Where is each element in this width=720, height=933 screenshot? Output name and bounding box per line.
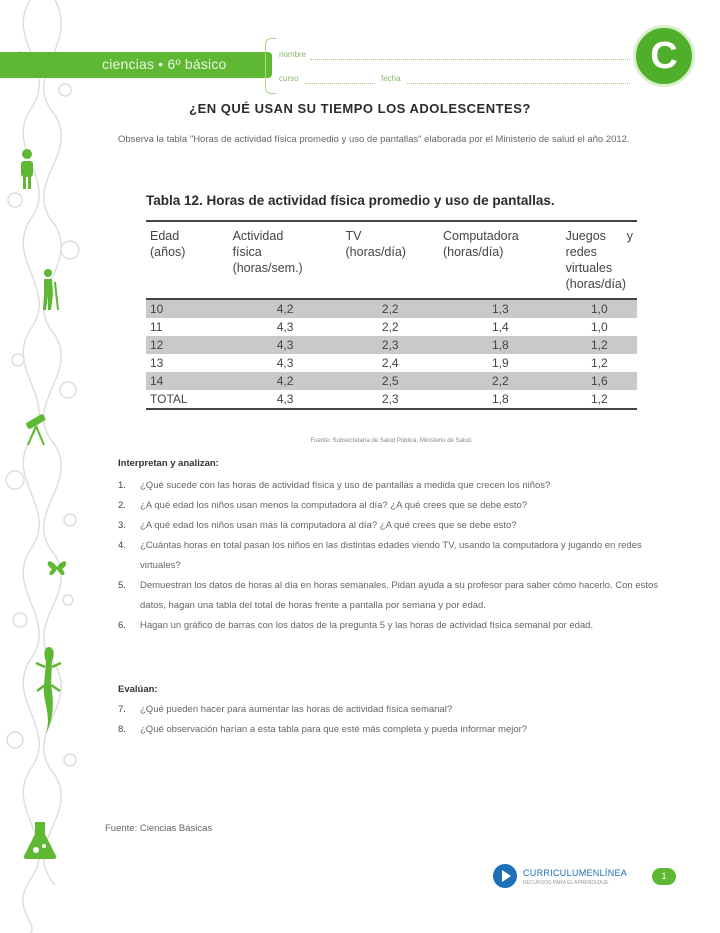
- subject-banner: [0, 52, 272, 78]
- lizard-icon: [34, 645, 64, 735]
- cell-games: 1,0: [590, 320, 608, 334]
- table-row: [146, 299, 637, 318]
- brand-name: CURRICULUMENLÍNEA: [523, 868, 628, 878]
- header-age: Edad (años): [146, 221, 229, 299]
- cell-computer: 1,9: [491, 356, 509, 370]
- list-item: 4. ¿Cuántas horas en total pasan los niños en las distintas edades viendo TV, usando la computadora y jugando en redes virtuales?: [118, 540, 642, 571]
- person-icon: [16, 148, 38, 190]
- name-field[interactable]: [310, 58, 630, 60]
- cell-computer: 1,4: [491, 320, 509, 334]
- course-field-label: curso: [279, 74, 299, 83]
- cell-games: 1,0: [562, 299, 637, 318]
- subject-label: ciencias • 6º básico: [102, 56, 227, 72]
- list-item: 8. ¿Qué observación harían a esta tabla para que esté más completa y pueda informar mejor?: [118, 724, 528, 735]
- cell-computer: 2,2: [439, 372, 562, 390]
- decorative-vine-border: [0, 0, 95, 933]
- cell-tv: 2,2: [342, 299, 439, 318]
- table-row: [146, 336, 637, 354]
- cell-activity: 4,2: [229, 372, 342, 390]
- name-field-label: nombre: [279, 50, 307, 59]
- question-list-evaluate: [118, 700, 663, 740]
- header-tv: TV (horas/día): [342, 221, 439, 299]
- cell-age: TOTAL: [146, 390, 229, 409]
- cell-tv: 2,3: [342, 336, 439, 354]
- list-item: 7. ¿Qué pueden hacer para aumentar las horas de actividad física semanal?: [118, 704, 453, 715]
- section-evaluate-heading: Evalúan:: [118, 684, 158, 695]
- level-badge: C: [633, 25, 695, 87]
- list-item: 3. ¿A qué edad los niños usan más la computadora al día? ¿A qué crees que se debe esto?: [118, 520, 517, 531]
- cell-tv: 2,5: [342, 372, 439, 390]
- cell-age: 12: [146, 336, 229, 354]
- student-info-fields: [265, 38, 637, 92]
- play-icon: [493, 864, 517, 888]
- cell-age: 10: [146, 299, 229, 318]
- page-title: ¿EN QUÉ USAN SU TIEMPO LOS ADOLESCENTES?: [189, 101, 531, 116]
- date-field-label: fecha: [381, 74, 401, 83]
- cell-tv: 2,2: [381, 320, 399, 334]
- cell-activity: 4,3: [276, 356, 294, 370]
- cell-activity: 4,2: [229, 299, 342, 318]
- table-source: Fuente: Subsecretaría de Salud Pública, Ministerio de Salud.: [310, 438, 473, 444]
- hiker-icon: [38, 268, 60, 312]
- page-number: 1: [652, 868, 676, 885]
- cell-activity: 4,3: [276, 320, 294, 334]
- brand-tagline: RECURSOS PARA EL APRENDIZAJE: [523, 880, 609, 886]
- cell-age: 13: [150, 356, 164, 370]
- cell-computer: 1,3: [439, 299, 562, 318]
- activity-table: [146, 220, 637, 410]
- question-list-interpret: [118, 476, 663, 636]
- table-row: [146, 354, 637, 372]
- table-row: [146, 372, 637, 390]
- cell-activity: 4,3: [229, 390, 342, 409]
- flask-icon: [22, 820, 58, 860]
- list-item: 1. ¿Qué sucede con las horas de actividad física y uso de pantallas a medida que crecen los niños?: [118, 480, 551, 491]
- cell-computer: 1,8: [439, 390, 562, 409]
- intro-text: Observa la tabla "Horas de actividad física promedio y uso de pantallas" elaborada por el Ministerio de salud el año 2012.: [118, 134, 630, 145]
- section-interpret-heading: Interpretan y analizan:: [118, 458, 219, 469]
- date-field[interactable]: [407, 82, 630, 84]
- list-item: 5. Demuestran los datos de horas al día en horas semanales. Pidan ayuda a su profesor para saber cómo hacerlo. Con estos datos, hagan una tabla del total de horas frente a pantalla por semana y por edad.: [118, 580, 659, 611]
- table-caption: Tabla 12. Horas de actividad física promedio y uso de pantallas.: [146, 193, 555, 208]
- header-physical-activity: Actividad física (horas/sem.): [229, 221, 342, 299]
- cell-activity: 4,3: [229, 336, 342, 354]
- cell-games: 1,6: [562, 372, 637, 390]
- fields-bracket: [265, 38, 276, 94]
- header-games-networks: Juegos y redes virtuales (horas/día): [562, 221, 637, 299]
- course-field[interactable]: [305, 82, 375, 84]
- list-item: 6. Hagan un gráfico de barras con los datos de la pregunta 5 y las horas de actividad física semanal por edad.: [118, 620, 594, 631]
- cell-computer: 1,8: [439, 336, 562, 354]
- cell-age: 14: [146, 372, 229, 390]
- cell-tv: 2,4: [381, 356, 399, 370]
- list-item: 2. ¿A qué edad los niños usan menos la computadora al día? ¿A qué crees que se debe esto?: [118, 500, 528, 511]
- butterfly-icon: [44, 555, 70, 579]
- cell-age: 11: [150, 320, 163, 334]
- cell-games: 1,2: [562, 336, 637, 354]
- table-row-total: [146, 390, 637, 409]
- table-row: [146, 318, 637, 336]
- footer-source: Fuente: Ciencias Básicas: [105, 823, 213, 834]
- header-computer: Computadora (horas/día): [439, 221, 562, 299]
- telescope-icon: [22, 412, 50, 446]
- cell-games: 1,2: [562, 390, 637, 409]
- cell-tv: 2,3: [342, 390, 439, 409]
- table-header-row: [146, 221, 637, 299]
- brand-logo: [493, 862, 643, 892]
- cell-games: 1,2: [590, 356, 608, 370]
